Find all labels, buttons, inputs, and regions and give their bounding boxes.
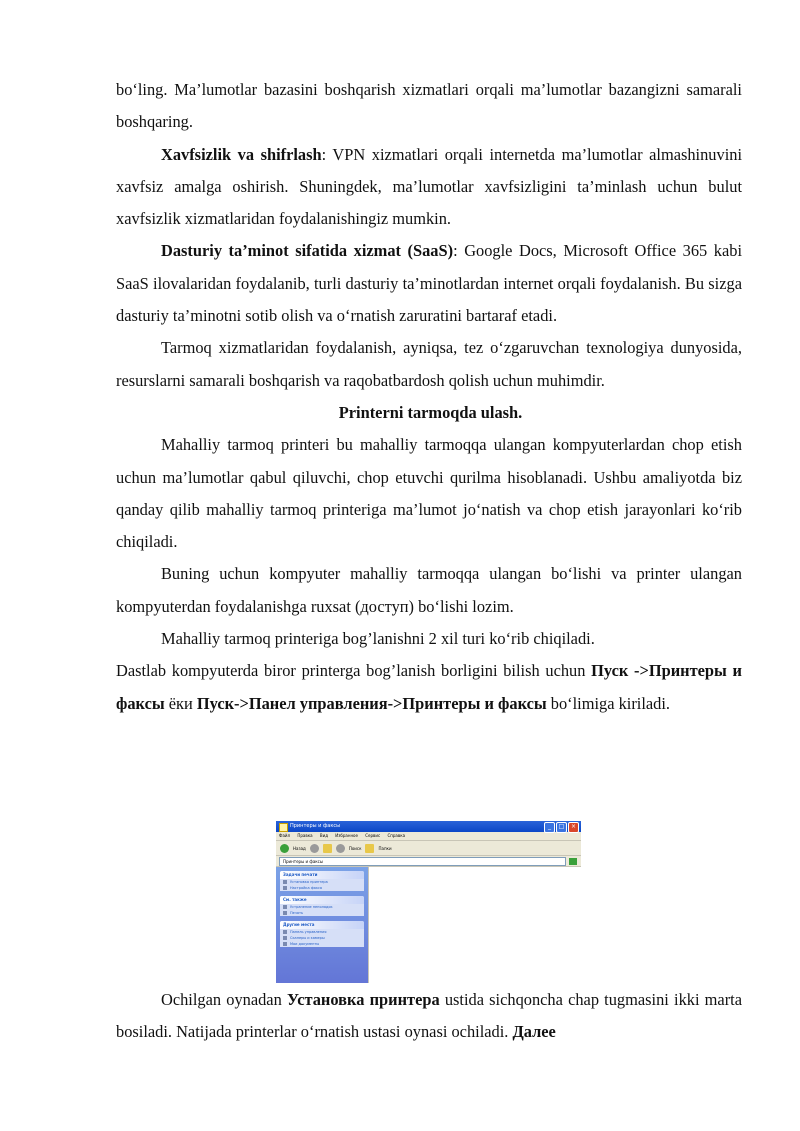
forward-icon[interactable] bbox=[310, 844, 319, 853]
task-group-title[interactable]: См. также bbox=[280, 896, 364, 904]
task-group-see-also bbox=[280, 896, 364, 916]
search-label[interactable]: Поиск bbox=[348, 845, 362, 851]
p8-path-1: Пуск ->Принтеры и факсы bbox=[116, 661, 743, 713]
paragraph-saas-text: : Google Docs, Microsoft Office 365 kabi SaaS ilovalaridan foydalanib, turli dasturiy ta’minotlardan internet orqali foydalanish. Bu sizga dasturiy ta’minotni sotib olish va o‘rnatish zaruratini bartaraf etadi. bbox=[116, 241, 742, 326]
paragraph-9 bbox=[116, 984, 742, 1049]
go-button[interactable] bbox=[569, 858, 577, 865]
task-printing[interactable]: Печать bbox=[280, 910, 364, 916]
menu-favorites[interactable]: Избранное bbox=[335, 833, 358, 838]
paragraph-security bbox=[116, 139, 742, 236]
task-pane bbox=[276, 867, 368, 983]
close-button[interactable]: × bbox=[568, 822, 579, 833]
paragraph-6: Buning uchun kompyuter mahalliy tarmoqqa ulangan bo‘lishi va printer ulangan kompyuterdan foydalanishga ruxsat (доступ) bo‘lishi lozim. bbox=[116, 564, 742, 616]
document-page bbox=[116, 74, 742, 720]
menu-file[interactable]: Файл bbox=[279, 833, 291, 838]
task-group-other-places bbox=[280, 921, 364, 947]
paragraph-saas bbox=[116, 235, 742, 332]
menu-tools[interactable]: Сервис bbox=[365, 833, 381, 838]
paragraph-1: bo‘ling. Ma’lumotlar bazasini boshqarish xizmatlari orqali ma’lumotlar bazangizni samarali boshqaring. bbox=[116, 80, 742, 132]
address-bar bbox=[276, 856, 581, 867]
back-icon[interactable] bbox=[280, 844, 289, 853]
address-input[interactable]: Принтеры и факсы bbox=[279, 857, 566, 866]
back-label: Назад bbox=[293, 845, 306, 851]
menu-help[interactable]: Справка bbox=[387, 833, 406, 838]
task-group-printing bbox=[280, 871, 364, 891]
menu-bar bbox=[276, 832, 581, 841]
paragraph-7: Mahalliy tarmoq printeriga bog’lanishni 2 xil turi ko‘rib chiqiladi. bbox=[161, 629, 595, 649]
menu-view[interactable]: Вид bbox=[319, 833, 328, 838]
place-my-documents[interactable]: Мои документы bbox=[280, 941, 364, 947]
p9-text-mid: ustida sichqoncha chap tugmasini ikki marta bosiladi. Natijada printerlar o‘rnatish ustasi oynasi ochiladi. bbox=[116, 990, 742, 1042]
task-add-printer[interactable]: Установка принтера bbox=[280, 879, 364, 885]
task-group-title[interactable]: Другие места bbox=[280, 921, 364, 929]
menu-edit[interactable]: Правка bbox=[297, 833, 313, 838]
up-folder-icon[interactable] bbox=[323, 844, 332, 853]
printers-list-pane[interactable] bbox=[368, 867, 581, 983]
place-control-panel[interactable]: Панель управления bbox=[280, 929, 364, 935]
printer-folder-icon bbox=[279, 823, 288, 832]
p8-text-end: bo‘limiga kiriladi. bbox=[546, 693, 671, 713]
minimize-button[interactable]: _ bbox=[544, 822, 555, 833]
search-icon[interactable] bbox=[336, 844, 345, 853]
p8-text-a: Dastlab kompyuterda biror printerga bog’lanish borligini bilish uchun bbox=[116, 661, 592, 681]
place-scanners[interactable]: Сканеры и камеры bbox=[280, 935, 364, 941]
p8-path-2: Пуск->Панел управления->Принтеры и факсы bbox=[196, 693, 547, 713]
task-group-title[interactable]: Задачи печати bbox=[280, 871, 364, 879]
toolbar bbox=[276, 841, 581, 856]
paragraph-4: Tarmoq xizmatlaridan foydalanish, ayniqsa, tez o‘zgaruvchan texnologiya dunyosida, resurslarni samarali boshqarish va raqobatbardosh qolish uchun muhimdir. bbox=[116, 338, 742, 390]
p9-term-install: Установка принтера bbox=[286, 990, 440, 1009]
window-body bbox=[276, 867, 581, 983]
paragraph-security-text: : VPN xizmatlari orqali internetda ma’lumotlar almashinuvini xavfsiz amalga oshirish. Shuningdek, ma’lumotlar xavfsizligini ta’minlash uchun bulut xavfsizlik xizmatlaridan foydalanishingiz mumkin. bbox=[116, 144, 742, 229]
paragraph-5: Mahalliy tarmoq printeri bu mahalliy tarmoqqa ulangan kompyuterlardan chop etish uchun ma’lumotlar qabul qiluvchi, chop etuvchi qurilma hisoblanadi. Ushbu amaliyotda biz qanday qilib mahalliy tarmoq printeriga ma’lumot jo‘natish va chop etish jarayonlari ko‘rib chiqiladi. bbox=[116, 435, 742, 552]
folders-icon[interactable] bbox=[365, 844, 374, 853]
maximize-button[interactable]: □ bbox=[556, 822, 567, 833]
term-security: Xavfsizlik va shifrlash bbox=[161, 144, 322, 164]
p9-text-a: Ochilgan oynadan bbox=[161, 990, 287, 1009]
task-setup-fax[interactable]: Настройка факса bbox=[280, 885, 364, 891]
document-page-bottom bbox=[116, 984, 742, 1049]
task-troubleshoot[interactable]: Устранение неполадок bbox=[280, 904, 364, 910]
p9-term-next: Далее bbox=[512, 1022, 556, 1042]
paragraph-8 bbox=[116, 655, 742, 720]
window-title: Принтеры и факсы bbox=[290, 823, 341, 829]
window-titlebar bbox=[276, 821, 581, 832]
p8-text-mid: ёки bbox=[164, 693, 197, 713]
folders-label[interactable]: Папки bbox=[378, 845, 392, 851]
section-heading: Printerni tarmoqda ulash. bbox=[338, 402, 523, 422]
printers-window-screenshot bbox=[276, 821, 581, 983]
term-saas: Dasturiy ta’minot sifatida xizmat (SaaS) bbox=[161, 241, 454, 261]
